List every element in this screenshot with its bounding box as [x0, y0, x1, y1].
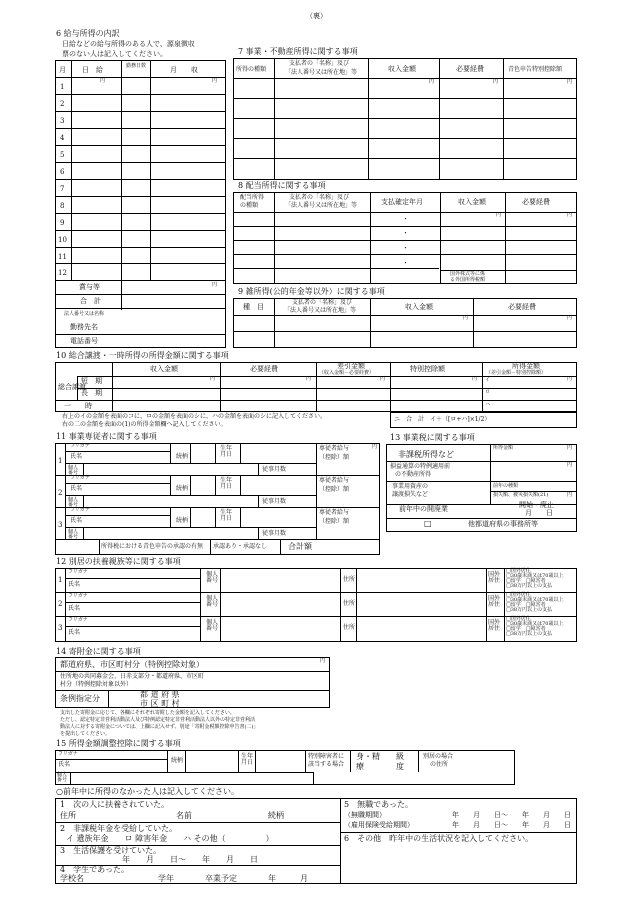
s15-special2: 該当する場合	[308, 761, 345, 768]
s11-footer3: 合計額	[288, 542, 312, 551]
s14-prefecture: 都 道 府 県	[140, 690, 180, 699]
s15-separate2: の住所	[430, 761, 449, 768]
s11-yen: 円	[372, 444, 378, 450]
s16-i4b: 学校名	[60, 874, 84, 883]
s7-col4: 必要経費	[456, 65, 484, 73]
s12-opt4[interactable]: □38万円以上の支払	[506, 583, 553, 589]
s14-title: 14 寄附金に関する事項	[56, 647, 141, 656]
s13-open: 開始・廃止	[519, 501, 554, 509]
s14-n2: ただし、認定特定非営利活動法人及び特例認定特定非営利活動法人以外の特定非営利活	[60, 717, 256, 723]
s6-month-2: 2	[60, 100, 65, 108]
s10-title: 10 総合譲渡・一時所得の所得金額に関する事項	[56, 351, 229, 360]
s6-month-8: 8	[60, 202, 65, 210]
s11-footer2: 承認あり・承認なし	[213, 543, 268, 550]
s8-title: 8 配当所得に関する事項	[238, 181, 326, 190]
s11-row-2: 2	[58, 489, 63, 497]
s16-i1: 1 次の人に扶養されていた。	[60, 800, 170, 809]
s12-address: 住所	[343, 624, 356, 631]
s12-row-3: 3	[58, 624, 63, 632]
s12-opt3[interactable]: □留学 □障害者	[506, 578, 546, 584]
s8-col2b: 「法人番号又は所在地」等	[285, 202, 358, 209]
s11-footer1: 所得税における青色申告の承認の有無	[101, 543, 204, 550]
s15-indiv-no: 個人番号	[57, 772, 68, 783]
s16-addr: 住所	[60, 811, 76, 820]
s12-outside: 国外居住	[488, 619, 501, 632]
s16-i5d: 年 月 日〜 年 月 日	[452, 821, 571, 829]
s10-col-special: 特別控除額	[410, 365, 445, 373]
s12-opt3[interactable]: □留学 □障害者	[506, 602, 546, 608]
s12-opt1[interactable]: □国外居住	[506, 616, 531, 622]
s11-indiv-no: 個人番号	[68, 529, 79, 540]
s7-table	[233, 58, 577, 180]
s9-yen-b: 円	[567, 315, 573, 321]
s8-dot: ・	[402, 229, 409, 237]
s6-bonus-yen: 円	[212, 282, 218, 288]
s7-yen-b: 円	[493, 79, 499, 85]
s12-indiv-no: 個人番号	[206, 595, 219, 608]
s6-month-12: 12	[58, 269, 67, 277]
s6-month-5: 5	[60, 151, 65, 159]
s10-note1: 右上のイの金額を表面のコに、ロの金額を表面のシに、ハの金額を表面のシに記入してください。	[62, 413, 327, 420]
s16-nm: 名前	[176, 811, 192, 820]
s13-yen: 円	[567, 492, 573, 498]
s16-i3: 3 生活保護を受けていた。	[60, 846, 162, 855]
s13-md: 月 日	[525, 509, 553, 517]
s6-month-6: 6	[60, 168, 65, 176]
s16-i5: 5 無職であった。	[344, 800, 414, 809]
s16-i3b: 年 月 日～ 年 月 日	[122, 855, 258, 864]
s15-body2: 療 度	[356, 762, 404, 771]
s11-relation: 続柄	[176, 453, 189, 460]
s13-checkbox[interactable]: □	[424, 519, 432, 528]
s8-col3: 支払確定年月	[381, 198, 423, 206]
s13-yen: 円	[567, 445, 573, 451]
s13-nontax: 非課税所得など	[398, 450, 454, 459]
s6-col-month: 月	[59, 66, 66, 74]
s8-col1a: 配当所得	[240, 194, 265, 201]
s7-yen-c: 円	[567, 79, 573, 85]
s12-opt4[interactable]: □38万円以上の支払	[506, 607, 553, 613]
s11-work: 専従者給与	[319, 509, 350, 516]
s12-opt2[interactable]: □30歳未満又は70歳以上	[506, 597, 564, 603]
s12-opt2[interactable]: □30歳未満又は70歳以上	[506, 573, 564, 579]
s7-col3: 収入金額	[388, 65, 416, 73]
s12-row-1: 1	[58, 576, 63, 584]
s14-municipality: 市 区 町 村	[140, 699, 180, 708]
s10-yen: 円	[210, 376, 216, 382]
s11-relation: 続柄	[176, 485, 189, 492]
s6-col-days: 勤務日数	[125, 63, 146, 69]
s16-rel: 続柄	[268, 811, 284, 820]
s6-col-monthly: 月 収	[170, 66, 198, 74]
s11-birth: 生年月日	[220, 509, 233, 522]
s13-asset2: 譲渡損失など	[392, 491, 429, 498]
s15-body1: 身・精 級	[356, 752, 404, 761]
s11-work2: （控除）額	[319, 486, 350, 493]
s11-relation: 続柄	[176, 517, 189, 524]
s10-note2: 右の二の金額を表面の(1)の所得金額欄へ記入してください。	[62, 421, 227, 428]
s7-col1: 所得の種類	[236, 66, 267, 73]
s6-note2: 票のない人は記入してください。	[62, 50, 167, 58]
s14-n3: 動法人に対する寄附金については、上欄に記入せず、別途「寄附金税額控除申告書(二)」	[60, 724, 259, 730]
s10-yen: 円	[567, 376, 573, 382]
s6-corp-no: 法人番号又は名称	[64, 311, 105, 317]
s11-name: 氏名	[70, 453, 83, 460]
s11-furigana: フリガナ	[70, 443, 90, 449]
s11-title: 11 事業専従者に関する事項	[56, 432, 157, 441]
s10-yen: 円	[306, 376, 312, 382]
s16-i5c: （雇用保険受給期間）	[344, 821, 414, 829]
s10-col-expense: 必要経費	[250, 365, 278, 373]
s12-opt1[interactable]: □国外居住	[506, 592, 531, 598]
s8-dot: ・	[402, 215, 409, 223]
s13-asset-b: 損失額、被災損失額(21)	[493, 492, 549, 498]
s10-ha: ハ	[485, 402, 491, 408]
s8-col5: 必要経費	[522, 198, 550, 206]
s10-col-amt1: 所得金額	[512, 362, 540, 370]
s16-i4e: 年 月	[268, 874, 308, 883]
s11-work: 専従者給与	[319, 477, 350, 484]
s11-work: 専従者給与	[319, 445, 350, 452]
s10-general: 総合譲渡	[58, 383, 86, 391]
s8-dot: ・	[402, 244, 409, 252]
s7-col5: 青色申告特別控除額	[508, 66, 563, 73]
s6-bonus: 賞与等	[79, 283, 100, 291]
s6-note1: 日給などの給与所得のある人で、源泉徴収	[62, 40, 195, 48]
s11-furigana: フリガナ	[70, 475, 90, 481]
s12-indiv-no: 個人番号	[206, 619, 219, 632]
s16-i4c: 学年	[158, 874, 174, 883]
s12-furigana: フリガナ	[68, 617, 88, 623]
s11-months: 従事月数	[262, 530, 287, 537]
s16-i2: 2 非課税年金を受給していた。	[60, 824, 178, 833]
s8-dot: ・	[402, 259, 409, 267]
s15-relation: 続柄	[171, 757, 184, 764]
s11-name: 氏名	[70, 485, 83, 492]
s12-row-2: 2	[58, 600, 63, 608]
s12-title: 12 別居の扶養親族等に関する事項	[56, 557, 181, 566]
s12-outside: 国外居住	[488, 571, 501, 584]
s11-furigana: フリガナ	[70, 507, 90, 513]
s12-name: 氏名	[68, 605, 81, 612]
s7-title: 7 事業・不動産所得に関する事項	[238, 47, 358, 56]
s15-birth: 生年月日	[241, 753, 254, 766]
s9-col2b: 「法人番号又は所在地」等	[284, 307, 357, 314]
s6-month-11: 11	[58, 253, 67, 261]
s9-title: 9 雑所得(公的年金等以外）に関する事項	[238, 287, 385, 296]
s10-i: イ	[485, 377, 491, 383]
s6-yen-monthly: 円	[212, 78, 218, 84]
s8-yen-a: 円	[496, 212, 502, 218]
s8-col1b: の種類	[240, 202, 259, 209]
s8-col2a: 支払者の「名称」及び	[289, 194, 350, 201]
s10-col-amt2: （差引金額－特別控除額）	[486, 370, 547, 376]
s13-prev: 前年中の開廃業	[399, 505, 448, 513]
s6-month-10: 10	[58, 236, 67, 244]
s14-pref: 都道府県、市区町村分（特例控除対象）	[60, 660, 204, 669]
s12-furigana: フリガナ	[68, 569, 88, 575]
s16-i6: 6 その他 昨年中の生活状況を記入してください。	[344, 834, 534, 843]
s8-col4: 収入金額	[458, 198, 486, 206]
s6-employer: 勤務先名	[70, 323, 98, 331]
s12-address: 住所	[343, 600, 356, 607]
s11-name: 氏名	[70, 517, 83, 524]
s9-col2a: 支払者の「名称」及び	[292, 299, 353, 306]
s12-furigana: フリガナ	[68, 593, 88, 599]
s13-asset-a: 前年の種類	[493, 483, 519, 489]
s12-outside: 国外居住	[488, 595, 501, 608]
s10-ro: ロ	[485, 389, 491, 395]
s12-name: 氏名	[68, 629, 81, 636]
s11-indiv-no: 個人番号	[68, 497, 79, 508]
s15-furigana: フリガナ	[58, 751, 78, 757]
s6-col-daily: 日 給	[82, 66, 103, 74]
s11-birth: 生年月日	[220, 445, 233, 458]
s12-name: 氏名	[68, 581, 81, 588]
s9-col3: 収入金額	[405, 303, 433, 311]
s14-local2: 村分（特例控除対象以外）	[60, 681, 133, 688]
s8-yen-b: 円	[567, 212, 573, 218]
s15-separate1: 別居の場合	[423, 753, 454, 760]
s6-month-7: 7	[60, 185, 65, 193]
s11-indiv-no: 個人番号	[68, 465, 79, 476]
s16-i5d: 年 月 日〜 年 月 日	[452, 811, 571, 819]
s10-yen: 円	[380, 376, 386, 382]
s10-formula: ニ 合 計 イ＋（[ロ+ハ]×1/2）	[394, 416, 491, 423]
s8-foreign2: る外国所得税額	[450, 277, 486, 283]
s6-total: 合 計	[80, 297, 101, 305]
s14-ordinance: 条例指定分	[60, 694, 100, 703]
s16-i2b: イ 遺族年金 ロ 障害年金 ハ その他（ ）	[66, 834, 274, 843]
s11-birth: 生年月日	[220, 477, 233, 490]
s11-months: 従事月数	[262, 498, 287, 505]
s10-long: 長 期	[81, 389, 102, 397]
s10-col-income: 収入金額	[150, 365, 178, 373]
s6-month-9: 9	[60, 219, 65, 227]
s15-name: 氏名	[58, 761, 71, 768]
s14-yen: 円	[320, 658, 326, 664]
s13-title: 13 事業税に関する事項	[390, 433, 475, 442]
s13-other-pref: 他都道府県の事務所等	[468, 520, 538, 528]
s8-foreign1: 国外株式等に係	[450, 271, 486, 277]
s16-i4: 4 学生であった。	[60, 865, 130, 874]
s7-col2a: 支払者の「名称」及び	[289, 60, 350, 67]
s12-address: 住所	[343, 576, 356, 583]
s13-nontax-amt: 所得金額	[493, 445, 514, 451]
s6-month-3: 3	[60, 117, 65, 125]
s12-opt3[interactable]: □留学 □障害者	[506, 626, 546, 632]
s11-months: 従事月数	[262, 466, 287, 473]
s12-opt2[interactable]: □30歳未満又は70歳以上	[506, 621, 564, 627]
s12-opt1[interactable]: □国外居住	[506, 568, 531, 574]
s7-yen-a: 円	[429, 79, 435, 85]
s6-month-4: 4	[60, 134, 65, 142]
s6-yen-daily: 円	[100, 78, 106, 84]
s12-opt4[interactable]: □38万円以上の支払	[506, 631, 553, 637]
page-side-label: （裏）	[306, 12, 327, 20]
s6-title: 6 給与所得の内訳	[56, 29, 120, 38]
s12-indiv-no: 個人番号	[206, 571, 219, 584]
s16-i5b: （無職期間）	[344, 811, 386, 819]
s14-n1: 支出した寄附金に応じて、各欄にそれぞれ寄附した金額を記入してください。	[60, 710, 235, 716]
s11-work2: （控除）額	[319, 518, 350, 525]
s10-temp: 一 時	[64, 402, 92, 410]
s9-col1: 種 目	[243, 303, 264, 311]
s11-work2: （控除）額	[319, 454, 350, 461]
s13-yen: 円	[567, 462, 573, 468]
s10-short: 短 期	[81, 377, 102, 385]
s10-yen: 円	[472, 376, 478, 382]
s10-col-diff2: （収入金額－必要経費）	[319, 370, 375, 376]
s6-phone: 電話番号	[70, 337, 98, 345]
s7-col2b: 「法人番号又は所在地」等	[285, 69, 358, 76]
s13-carry2: の不動産所得	[395, 471, 432, 478]
s16-title: ○前年中に所得のなかった人は記入してください。	[56, 787, 239, 796]
s16-i4d: 卒業予定	[205, 874, 237, 883]
s13-asset1: 事業用資産の	[392, 483, 429, 490]
s9-col4: 必要経費	[508, 303, 536, 311]
s15-special1: 特別障害者に	[308, 753, 345, 760]
s13-carry1: 損益通算の特例適用前	[390, 463, 451, 470]
s11-row-3: 3	[58, 521, 63, 529]
s6-month-1: 1	[60, 83, 65, 91]
s11-row-1: 1	[58, 457, 63, 465]
s14-n4: を提出してください。	[60, 731, 111, 737]
s14-local1: 住所地の共同募金会、日赤支部分・都道府県、市区町	[60, 673, 205, 680]
s9-yen-a: 円	[463, 315, 469, 321]
s15-title: 15 所得金額調整控除に関する事項	[56, 739, 181, 748]
s10-col-diff1: 差引金額	[337, 362, 365, 370]
